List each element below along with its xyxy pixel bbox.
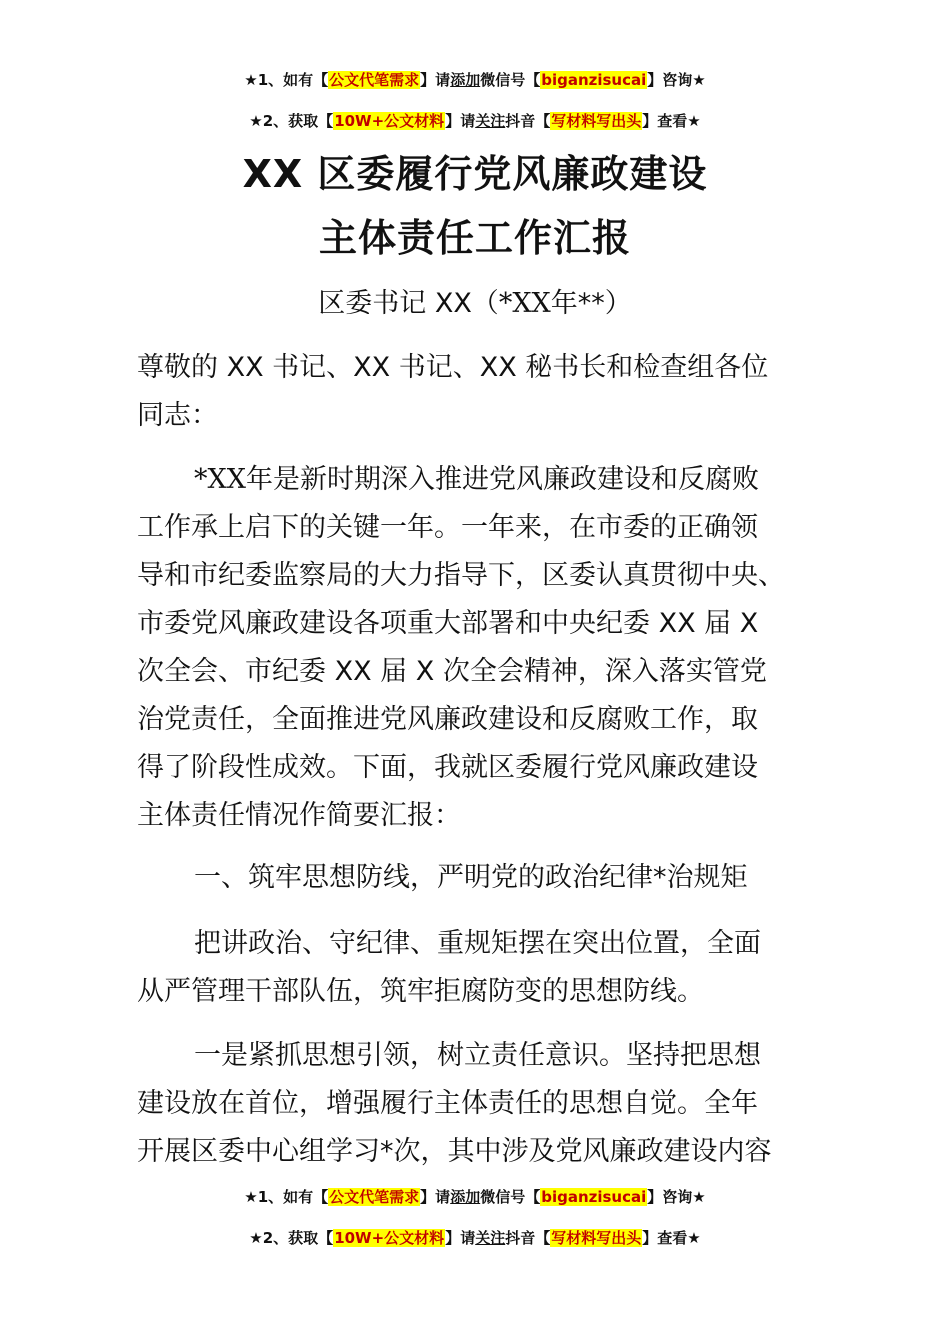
document-author: 区委书记 XX（*XX年**） (318, 288, 632, 319)
highlight-service: 公文代笔需求 (329, 1188, 420, 1206)
highlight-douyin: 写材料写出头 (551, 112, 642, 130)
footer-ad-line-2: ★2、获取【10W+公文材料】请关注抖音【写材料写出头】查看★ (249, 1229, 701, 1247)
highlight-service: 公文代笔需求 (329, 71, 420, 89)
document-title-line-1: XX 区委履行党风廉政建设 (242, 152, 708, 196)
header-ad-line-1: ★1、如有【公文代笔需求】请添加微信号【biganzisucai】咨询★ (244, 71, 706, 89)
footer-ad-line-1: ★1、如有【公文代笔需求】请添加微信号【biganzisucai】咨询★ (244, 1188, 706, 1206)
highlight-materials: 10W+公文材料 (334, 1229, 445, 1247)
section-1-paragraph: 把讲政治、守纪律、重规矩摆在突出位置，全面 从严管理干部队伍，筑牢拒腐防变的思想防线。 (137, 928, 761, 1007)
highlight-wechat-id: biganzisucai (541, 1188, 647, 1206)
intro-paragraph: *XX年是新时期深入推进党风廉政建设和反腐败 工作承上启下的关键一年。一年来，在市委的正确领 导和市纪委监察局的大力指导下，区委认真贯彻中央、 市委党风廉政建设各项重大部署和中央纪委 XX 届 X 次全会、市纪委 XX 届 X 次全会精神，深入落实管党 治党责任，全面推进党风廉政建设和反腐败工作，取 得了阶段性成效。下面，我就区委履行党风廉政建设 主体责任情况作简要汇报： (137, 464, 785, 831)
highlight-douyin: 写材料写出头 (551, 1229, 642, 1247)
document-title-line-2: 主体责任工作汇报 (318, 216, 631, 260)
point-one-paragraph: 一是紧抓思想引领，树立责任意识。坚持把思想 建设放在首位，增强履行主体责任的思想自觉。全年 开展区委中心组学习*次，其中涉及党风廉政建设内容 (137, 1040, 772, 1167)
section-heading-1: 一、筑牢思想防线，严明党的政治纪律*治规矩 (194, 862, 748, 893)
header-ad-line-2: ★2、获取【10W+公文材料】请关注抖音【写材料写出头】查看★ (249, 112, 701, 130)
salutation: 尊敬的 XX 书记、XX 书记、XX 秘书长和检查组各位 同志： (137, 352, 769, 431)
highlight-materials: 10W+公文材料 (334, 112, 445, 130)
highlight-wechat-id: biganzisucai (541, 71, 647, 89)
